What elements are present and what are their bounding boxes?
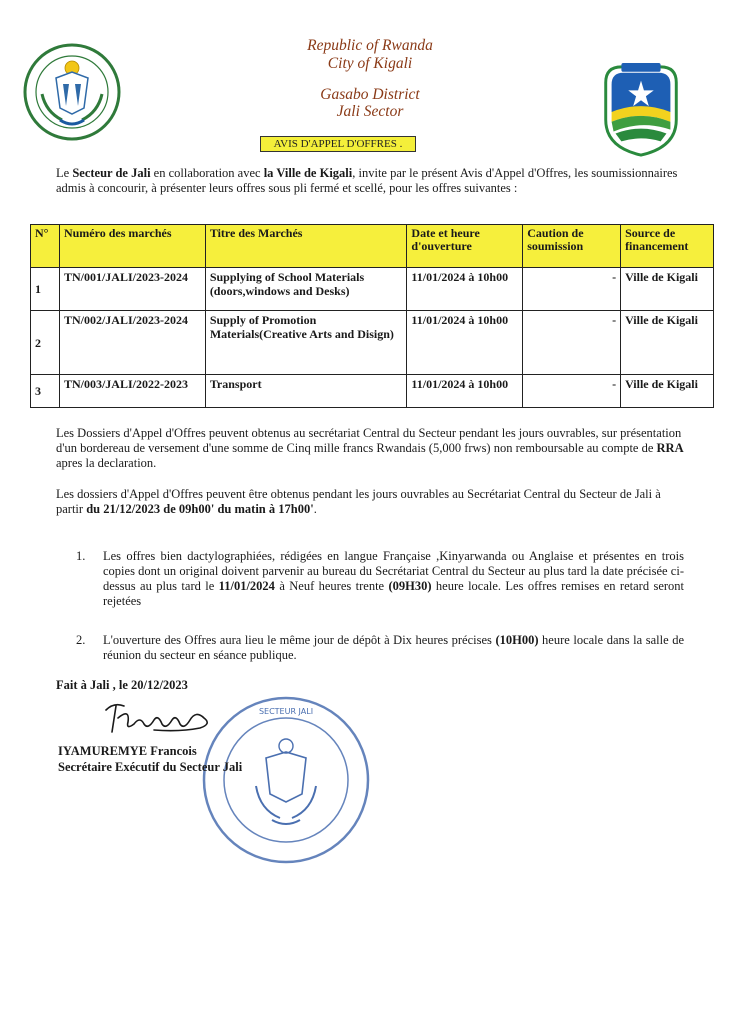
dossier-availability-paragraph bbox=[56, 487, 686, 517]
paragraph-bold-dates: du 21/12/2023 de 09h00' du matin à 17h00' bbox=[86, 502, 314, 516]
cell-bid-security: - bbox=[523, 375, 621, 408]
list-item bbox=[76, 549, 684, 609]
list-text-part: heure locale dans la salle de réunion du secteur en séance publique. bbox=[103, 633, 684, 662]
place-and-date: Fait à Jali , le 20/12/2023 bbox=[56, 678, 188, 692]
header-tender-title: Titre des Marchés bbox=[205, 225, 407, 268]
list-number: 1. bbox=[76, 549, 86, 563]
table-row bbox=[31, 268, 714, 311]
cell-opening-date: 11/01/2024 à 10h00 bbox=[407, 375, 523, 408]
cell-opening-date: 11/01/2024 à 10h00 bbox=[407, 268, 523, 311]
table-row bbox=[31, 311, 714, 375]
cell-number: 1 bbox=[31, 268, 60, 311]
header-bid-security: Caution de soumission bbox=[523, 225, 621, 268]
intro-paragraph bbox=[56, 166, 686, 196]
table-header-row bbox=[31, 225, 714, 268]
list-text-part: à Neuf heures trente bbox=[274, 579, 389, 593]
cell-tender-title: Supplying of School Materials (doors,windows and Desks) bbox=[205, 268, 407, 311]
cell-tender-number: TN/002/JALI/2023-2024 bbox=[59, 311, 205, 375]
list-text bbox=[103, 549, 684, 609]
header-district: Gasabo District bbox=[320, 86, 420, 103]
list-item bbox=[76, 633, 684, 663]
cell-bid-security: - bbox=[523, 268, 621, 311]
paragraph-text: . bbox=[313, 502, 317, 516]
offers-table bbox=[30, 224, 714, 408]
cell-tender-number: TN/001/JALI/2023-2024 bbox=[59, 268, 205, 311]
list-number: 2. bbox=[76, 633, 86, 647]
intro-bold-sector: Secteur de Jali bbox=[72, 166, 151, 180]
table-row bbox=[31, 375, 714, 408]
header-number: N° bbox=[31, 225, 60, 268]
list-text-part: L'ouverture des Offres aura lieu le même jour de dépôt à Dix heures précises bbox=[103, 633, 496, 647]
cell-number: 2 bbox=[31, 311, 60, 375]
list-bold-time: (10H00) bbox=[495, 633, 539, 647]
header-tender-number: Numéro des marchés bbox=[59, 225, 205, 268]
intro-text: en collaboration avec bbox=[150, 166, 264, 180]
header-opening-date: Date et heure d'ouverture bbox=[407, 225, 523, 268]
list-bold-time: (09H30) bbox=[388, 579, 432, 593]
city-of-kigali-emblem-icon bbox=[592, 60, 690, 160]
paragraph-bold-rra: RRA bbox=[656, 441, 684, 455]
cell-tender-number: TN/003/JALI/2022-2023 bbox=[59, 375, 205, 408]
cell-number: 3 bbox=[31, 375, 60, 408]
header-city: City of Kigali bbox=[327, 55, 413, 72]
rwanda-coat-of-arms-icon bbox=[22, 42, 122, 142]
cell-tender-title: Supply of Promotion Materials(Creative Arts and Disign) bbox=[205, 311, 407, 375]
paragraph-text: apres la declaration. bbox=[56, 456, 157, 470]
cell-funding-source: Ville de Kigali bbox=[621, 375, 714, 408]
header-sector: Jali Sector bbox=[336, 103, 404, 120]
document-title: AVIS D'APPEL D'OFFRES . bbox=[260, 136, 416, 152]
header-funding-source: Source de financement bbox=[621, 225, 714, 268]
list-bold-date: 11/01/2024 bbox=[218, 579, 275, 593]
intro-text: Le bbox=[56, 166, 73, 180]
intro-text: , invite par le présent Avis d'Appel d'Offres, les soumissionnaires admis à concourir, à présenter leurs offres sous pli fermé et scellé, pour les offres suivantes : bbox=[56, 166, 678, 195]
list-text-part: heure locale. Les offres remises en retard seront rejetées bbox=[103, 579, 685, 608]
cell-tender-title: Transport bbox=[205, 375, 407, 408]
intro-bold-city: la Ville de Kigali bbox=[263, 166, 353, 180]
cell-opening-date: 11/01/2024 à 10h00 bbox=[407, 311, 523, 375]
paragraph-text: Les dossiers d'Appel d'Offres peuvent être obtenus pendant les jours ouvrables au Secrétariat Central du Secteur de Jali à partir bbox=[56, 487, 661, 516]
signer-block bbox=[58, 743, 242, 775]
official-stamp-icon bbox=[200, 694, 372, 866]
stamp-text: SECTEUR JALI bbox=[258, 707, 314, 716]
paragraph-text: Les Dossiers d'Appel d'Offres peuvent obtenus au secrétariat Central du Secteur pendant les jours ouvrables, sur présentation d'un bordereau de versement d'une somme de Cinq mille francs Rwandais (5,000 frws) non remboursable au compte de bbox=[56, 426, 682, 455]
header-republic: Republic of Rwanda bbox=[307, 37, 433, 54]
signer-title: Secrétaire Exécutif du Secteur Jali bbox=[58, 760, 243, 774]
signer-name: IYAMUREMYE Francois bbox=[58, 744, 197, 758]
cell-funding-source: Ville de Kigali bbox=[621, 311, 714, 375]
cell-bid-security: - bbox=[523, 311, 621, 375]
dossier-fee-paragraph bbox=[56, 426, 686, 471]
cell-funding-source: Ville de Kigali bbox=[621, 268, 714, 311]
list-text-part: Les offres bien dactylographiées, rédigées en langue Française ,Kinyarwanda ou Anglaise et présentes en trois copies dont un original doivent parvenir au bureau du Secrétariat Central du Secteur au plus tard la date précisée ci-dessus au plus tard le bbox=[103, 549, 684, 593]
list-text bbox=[103, 633, 684, 663]
